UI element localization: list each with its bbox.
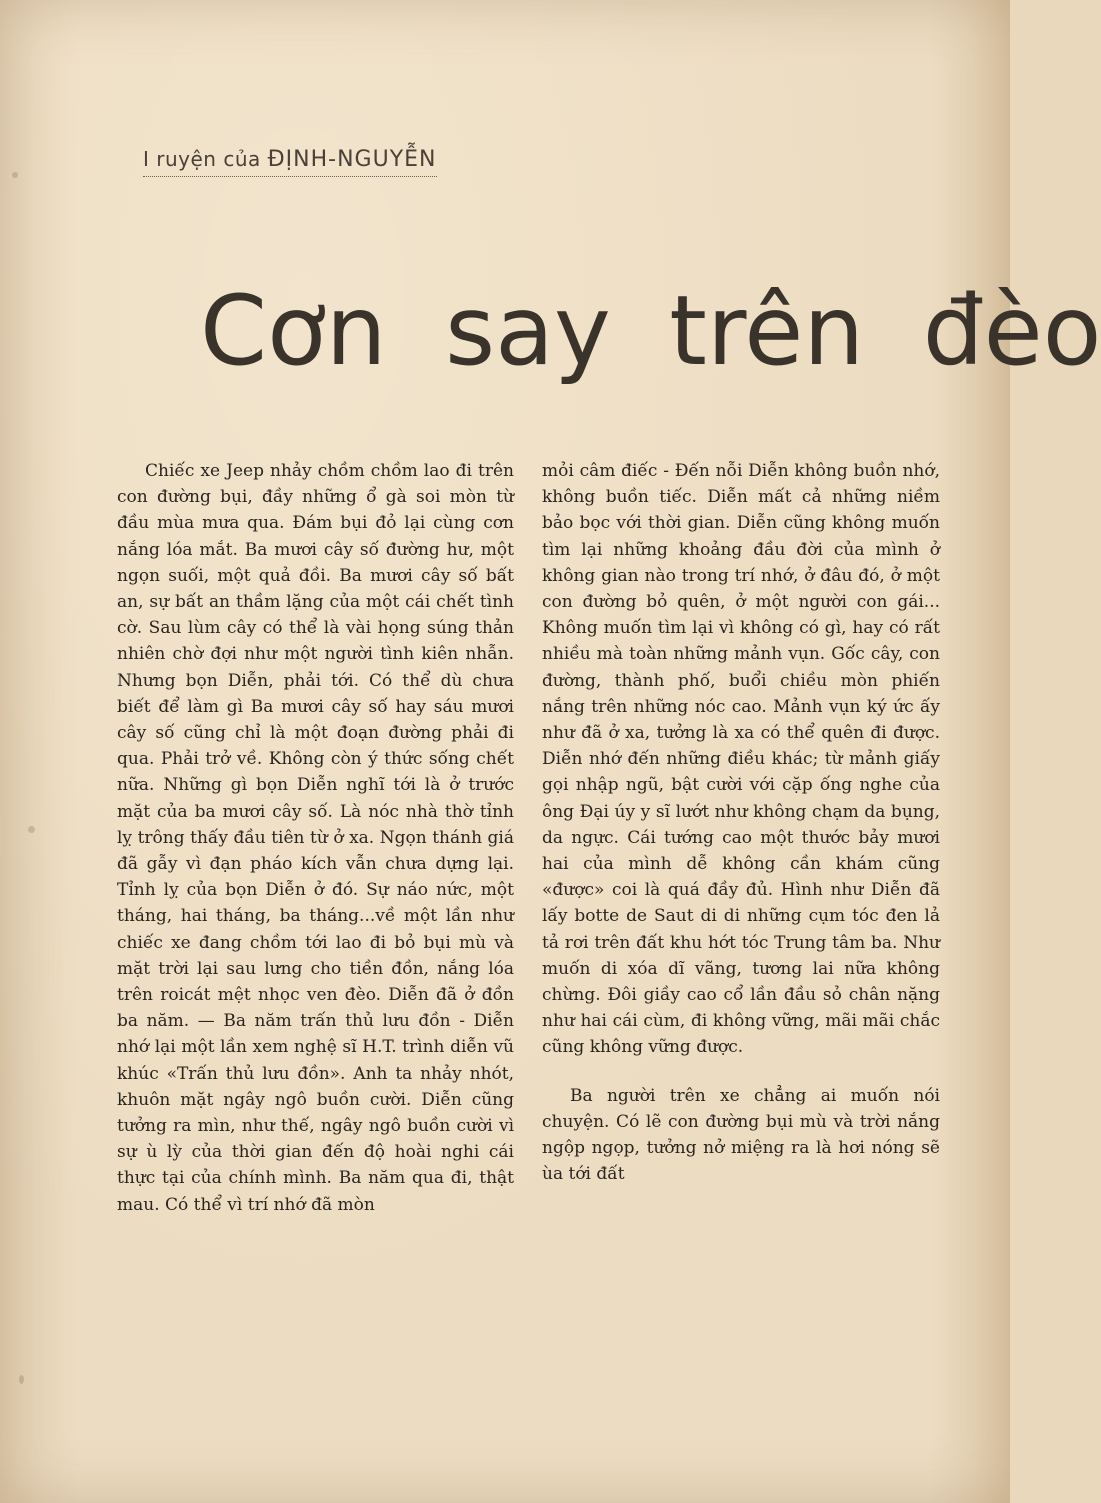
paper-stain [12,172,18,178]
paragraph: Chiếc xe Jeep nhảy chồm chồm lao đi trên con đường bụi, đầy những ổ gà soi mòn từ đầu mùa mưa qua. Đám bụi đỏ lại cùng cơn nắng lóa mắt. Ba mươi cây số đường hư, một ngọn suối, một quả đồi. Ba mươi cây số bất an, sự bất an thầm lặng của một cái chết tình cờ. Sau lùm cây có thể là vài họng súng thản nhiên chờ đợi như một người tình kiên nhẫn. Nhưng bọn Diễn, phải tới. Có thể dù chưa biết để làm gì Ba mươi cây số hay sáu mươi cây số cũng chỉ là một đoạn đường phải đi qua. Phải trở về. Không còn ý thức sống chết nữa. Những gì bọn Diễn nghĩ tới là ở trước mặt của ba mươi cây số. Là nóc nhà thờ tỉnh lỵ trông thấy đầu tiên từ ở xa. Ngọn thánh giá đã gẫy vì đạn pháo kích vẫn chưa dựng lại. Tỉnh lỵ của bọn Diễn ở đó. Sự náo nức, một tháng, hai tháng, ba tháng...về một lần như chiếc xe đang chồm tới lao đi bỏ bụi mù và mặt trời lại sau lưng cho tiền đồn, nắng lóa trên roicát mệt nhọc ven đèo. Diễn đã ở đồn ba năm. — Ba năm trấn thủ lưu đồn - Diễn nhớ lại một lần xem nghệ sĩ H.T. trình diễn vũ khúc «Trấn thủ lưu đồn». Anh ta nhảy nhót, khuôn mặt ngây ngô buồn cười. Diễn cũng tưởng ra mìn, như thế, ngây ngô buồn cười vì sự ù lỳ của thời gian đến độ hoài nghi cái thực tại của chính mình. Ba năm qua đi, thật mau. Có thể vì trí nhớ đã mòn [117,461,514,1215]
left-column [117,458,514,1218]
paper-stain [28,826,35,833]
right-column [542,458,940,1187]
story-title: Cơn say trên đèo [200,275,1101,387]
paragraph: mỏi câm điếc - Đến nỗi Diễn không buồn nhớ, không buồn tiếc. Diễn mất cả những niềm bảo bọc với thời gian. Diễn cũng không muốn tìm lại những khoảng đầu đời của mình ở không gian nào trong trí nhớ, ở đâu đó, ở một con đường bỏ quên, ở một người con gái... Không muốn tìm lại vì không có gì, hay có rất nhiều mà toàn những mảnh vụn. Gốc cây, con đường, thành phố, buổi chiều mòn phiến nắng trên những nóc cao. Mảnh vụn ký ức ấy như đã ở xa, tưởng là xa có thể quên đi được. Diễn nhớ đến những điều khác; từ mảnh giấy gọi nhập ngũ, bật cười với cặp ống nghe của ông Đại úy y sĩ lướt như không chạm da bụng, da ngực. Cái tướng cao một thước bảy mươi hai của mình dễ không cần khám cũng «được» coi là quá đầy đủ. Hình như Diễn đã lấy botte de Saut di di những cụm tóc đen lả tả rơi trên đất khu hớt tóc Trung tâm ba. Như muốn di xóa dĩ vãng, tương lai nữa không chừng. Đôi giầy cao cổ lần đầu sỏ chân nặng như hai cái cùm, đi không vững, mãi mãi chắc cũng không vững được. [542,461,940,1058]
byline-author: ĐỊNH-NGUYỄN [267,147,437,172]
byline [143,147,437,177]
paragraph: Ba người trên xe chẳng ai muốn nói chuyện. Có lẽ con đường bụi mù và trời nắng ngộp ngọp, tưởng nở miệng ra là hơi nóng sẽ ùa tới đất [542,1085,940,1185]
byline-prefix: I ruyện của [143,147,261,171]
paper-stain [19,1375,24,1384]
